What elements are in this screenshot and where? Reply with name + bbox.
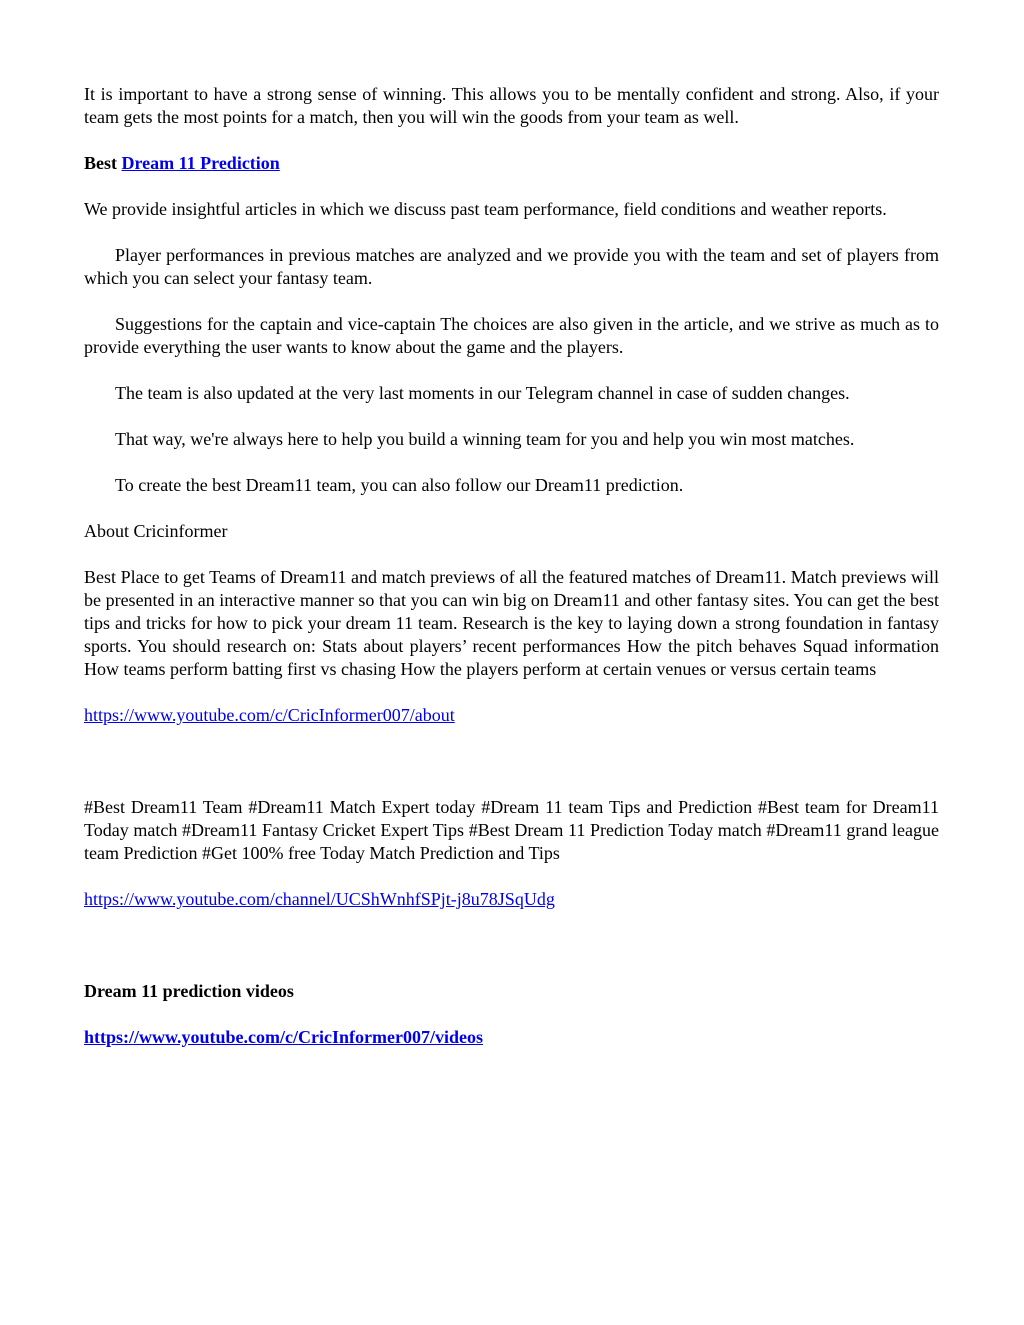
- about-link-line: [84, 704, 939, 727]
- intro-paragraph: It is important to have a strong sense of winning. This allows you to be mentally confident and strong. Also, if your team gets the most points for a match, then you will win the goods from your team as well.: [84, 84, 939, 127]
- player-performance-paragraph: Player performances in previous matches are analyzed and we provide you with the team and set of players from which you can select your fantasy team.: [84, 245, 939, 288]
- create-best-paragraph: To create the best Dream11 team, you can also follow our Dream11 prediction.: [115, 475, 684, 495]
- document-page: [84, 83, 939, 1072]
- best-prefix: Best: [84, 153, 117, 173]
- insightful-paragraph: We provide insightful articles in which we discuss past team performance, field conditions and weather reports.: [84, 199, 887, 219]
- channel-link-line: [84, 888, 939, 911]
- youtube-channel-link[interactable]: https://www.youtube.com/channel/UCShWnhfSPjt-j8u78JSqUdg: [84, 889, 555, 909]
- youtube-about-link[interactable]: https://www.youtube.com/c/CricInformer007/about: [84, 705, 455, 725]
- videos-link-line: [84, 1026, 939, 1049]
- best-prediction-heading: [84, 152, 939, 175]
- spacer: [84, 934, 939, 980]
- about-body-paragraph: Best Place to get Teams of Dream11 and match previews of all the featured matches of Dream11. Match previews will be presented in an interactive manner so that you can win big on Dream11 and other fantasy sites. You can get the best tips and tricks for how to pick your dream 11 team. Research is the key to laying down a strong foundation in fantasy sports. You should research on: Stats about players’ recent performances How the pitch behaves Squad information How teams perform batting first vs chasing How the players perform at certain venues or versus certain teams: [84, 567, 939, 679]
- telegram-paragraph: The team is also updated at the very last moments in our Telegram channel in case of sudden changes.: [115, 383, 850, 403]
- hashtags-paragraph: #Best Dream11 Team #Dream11 Match Expert today #Dream 11 team Tips and Prediction #Best team for Dream11 Today match #Dream11 Fantasy Cricket Expert Tips #Best Dream 11 Prediction Today match #Dream11 grand league team Prediction #Get 100% free Today Match Prediction and Tips: [84, 797, 939, 863]
- about-heading: About Cricinformer: [84, 521, 228, 541]
- spacer: [84, 750, 939, 796]
- dream11-prediction-link[interactable]: Dream 11 Prediction: [121, 153, 280, 173]
- suggestions-paragraph: Suggestions for the captain and vice-captain The choices are also given in the article, and we strive as much as to provide everything the user wants to know about the game and the players.: [84, 314, 939, 357]
- youtube-videos-link[interactable]: https://www.youtube.com/c/CricInformer007/videos: [84, 1027, 483, 1047]
- videos-heading: Dream 11 prediction videos: [84, 981, 294, 1001]
- that-way-paragraph: That way, we're always here to help you build a winning team for you and help you win most matches.: [115, 429, 855, 449]
